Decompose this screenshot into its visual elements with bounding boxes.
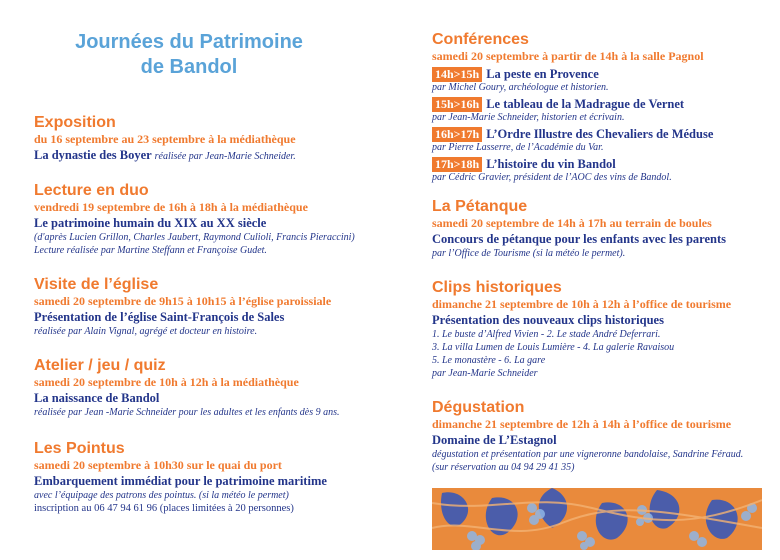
grape-vine-illustration — [432, 488, 762, 550]
talk-time: 15h>16h — [432, 97, 482, 112]
section-subject: Domaine de L’Estagnol — [432, 433, 557, 447]
section-atelier — [34, 356, 340, 419]
talk-time: 16h>17h — [432, 127, 482, 142]
section-heading: Visite de l’église — [34, 276, 159, 293]
section-clips — [432, 278, 731, 380]
talk-title: L’Ordre Illustre des Chevaliers de Méduse — [486, 127, 714, 141]
section-lecture — [34, 181, 355, 257]
section-heading: Clips historiques — [432, 279, 562, 296]
title-line-1: Journées du Patrimoine — [75, 31, 303, 53]
section-subject: Concours de pétanque pour les enfants avec les parents — [432, 232, 726, 246]
section-note: inscription au 06 47 94 61 96 (places limitées à 20 personnes) — [34, 503, 294, 514]
section-conferences — [432, 30, 713, 184]
grape-vine-icon — [432, 488, 762, 550]
section-heading: Atelier / jeu / quiz — [34, 357, 166, 374]
section-subject: La naissance de Bandol — [34, 391, 160, 405]
section-date: dimanche 21 septembre de 10h à 12h à l’office de tourisme — [432, 297, 732, 311]
talk-speaker: par Michel Goury, archéologue et historien. — [432, 82, 609, 93]
talk-speaker: par Cédric Gravier, président de l’AOC des vins de Bandol. — [432, 172, 672, 183]
section-note: dégustation et présentation par une vigneronne bandolaise, Sandrine Féraud. — [432, 449, 744, 460]
section-credit: réalisée par Alain Vignal, agrégé et docteur en histoire. — [34, 326, 258, 337]
section-subject: Le patrimoine humain du XIX au XX siècle — [34, 216, 267, 230]
talk-item — [432, 156, 713, 172]
section-pointus — [34, 439, 327, 516]
section-subject: Embarquement immédiat pour le patrimoine maritime — [34, 474, 327, 488]
section-subject — [34, 147, 296, 165]
section-heading: La Pétanque — [432, 198, 528, 215]
section-note: (sur réservation au 04 94 29 41 35) — [432, 462, 575, 473]
page-title — [34, 30, 344, 80]
section-heading: Conférences — [432, 31, 529, 48]
section-date: samedi 20 septembre de 9h15 à 10h15 à l’église paroissiale — [34, 294, 332, 308]
section-date: du 16 septembre au 23 septembre à la médiathèque — [34, 132, 296, 146]
section-date: vendredi 19 septembre de 16h à 18h à la médiathèque — [34, 200, 308, 214]
section-petanque — [432, 197, 726, 260]
section-credit: réalisée par Jean -Marie Schneider pour les adultes et les enfants dès 9 ans. — [34, 407, 340, 418]
section-subject: Présentation de l’église Saint-François de Sales — [34, 310, 285, 324]
section-visite — [34, 275, 331, 338]
talk-item — [432, 126, 713, 142]
section-degustation — [432, 398, 743, 474]
talk-speaker: par Pierre Lasserre, de l’Académie du Var. — [432, 142, 604, 153]
clip-list-line: 1. Le buste d’Alfred Vivien - 2. Le stade André Deferrari. — [432, 329, 661, 340]
section-credit: par Jean-Marie Schneider — [432, 368, 538, 379]
talk-title: L’histoire du vin Bandol — [486, 157, 616, 171]
talk-time: 17h>18h — [432, 157, 482, 172]
section-heading: Exposition — [34, 114, 116, 131]
clip-list-line: 3. La villa Lumen de Louis Lumière - 4. La galerie Ravaisou — [432, 342, 675, 353]
section-note: avec l’équipage des patrons des pointus. (si la météo le permet) — [34, 490, 289, 501]
section-heading: Les Pointus — [34, 440, 125, 457]
talk-item — [432, 66, 713, 82]
clip-list-line: 5. Le monastère - 6. La gare — [432, 355, 546, 366]
title-line-2: de Bandol — [140, 56, 238, 78]
section-date: samedi 20 septembre à partir de 14h à la salle Pagnol — [432, 49, 704, 63]
section-heading: Lecture en duo — [34, 182, 149, 199]
section-subject: Présentation des nouveaux clips historiques — [432, 313, 664, 327]
talk-time: 14h>15h — [432, 67, 482, 82]
section-credit: par l’Office de Tourisme (si la météo le permet). — [432, 248, 626, 259]
section-exposition — [34, 113, 296, 165]
section-date: samedi 20 septembre à 10h30 sur le quai du port — [34, 458, 282, 472]
section-note: (d'après Lucien Grillon, Charles Jaubert, Raymond Culioli, Francis Pieraccini) — [34, 232, 355, 243]
subject-credit: réalisée par Jean-Marie Schneider. — [154, 151, 296, 162]
section-note: Lecture réalisée par Martine Steffann et Françoise Gudet. — [34, 245, 267, 256]
section-date: samedi 20 septembre de 10h à 12h à la médiathèque — [34, 375, 299, 389]
talk-item — [432, 96, 713, 112]
talk-title: Le tableau de la Madrague de Vernet — [486, 97, 685, 111]
section-date: dimanche 21 septembre de 12h à 14h à l’office de tourisme — [432, 417, 732, 431]
talk-speaker: par Jean-Marie Schneider, historien et écrivain. — [432, 112, 625, 123]
section-heading: Dégustation — [432, 399, 525, 416]
talk-title: La peste en Provence — [486, 67, 599, 81]
section-date: samedi 20 septembre de 14h à 17h au terrain de boules — [432, 216, 712, 230]
subject-text: La dynastie des Boyer — [34, 148, 152, 162]
